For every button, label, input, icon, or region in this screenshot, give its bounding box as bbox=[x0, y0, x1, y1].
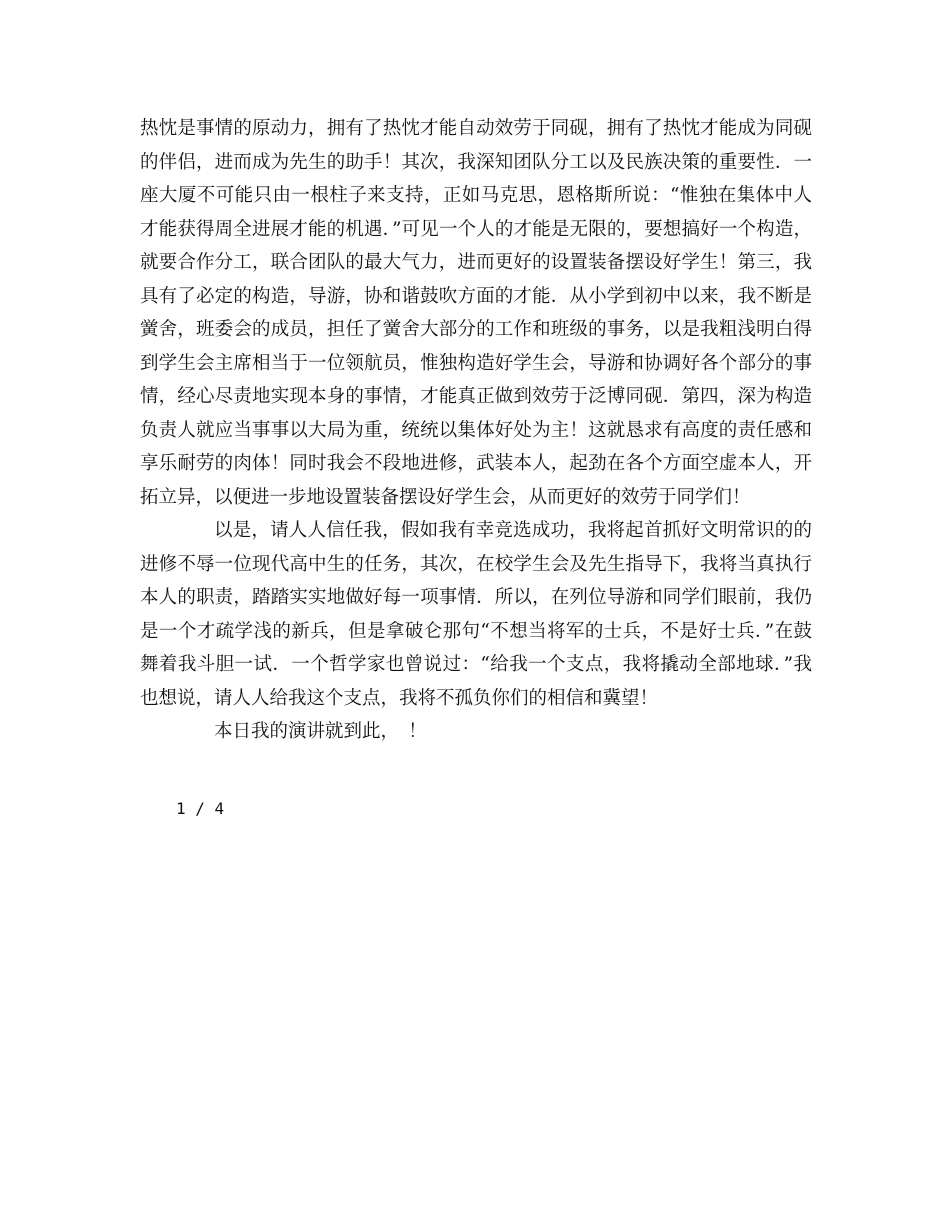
page-number: 1 / 4 bbox=[176, 799, 225, 818]
paragraph-2: 以是，请人人信任我，假如我有幸竞选成功，我将起首抓好文明常识的的进修不辱一位现代高中生的任务，其次，在校学生会及先生指导下，我将当真执行本人的职责，踏踏实实地做好每一项事情．所以，在列位导游和同学们眼前，我仍是一个才疏学浅的新兵，但是拿破仑那句“不想当将军的士兵，不是好士兵．”在鼓舞着我斗胆一试．一个哲学家也曾说过：“给我一个支点，我将撬动全部地球．”我也想说，请人人给我这个支点，我将不孤负你们的相信和冀望！ bbox=[140, 520, 812, 709]
paragraph-3: 本日我的演讲就到此， ！ bbox=[214, 721, 427, 742]
paragraph-1: 热忱是事情的原动力，拥有了热忱才能自动效劳于同砚，拥有了热忱才能成为同砚的伴侣，进而成为先生的助手！其次，我深知团队分工以及民族决策的重要性．一座大厦不可能只由一根柱子来支持，正如马克思，恩格斯所说：“惟独在集体中人才能获得周全进展才能的机遇．”可见一个人的才能是无限的，要想搞好一个构造，就要合作分工，联合团队的最大气力，进而更好的设置装备摆设好学生！第三，我具有了必定的构造，导游，协和谐鼓吹方面的才能．从小学到初中以来，我不断是黉舍，班委会的成员，担任了黉舍大部分的工作和班级的事务，以是我粗浅明白得到学生会主席相当于一位领航员，惟独构造好学生会，导游和协调好各个部分的事情，经心尽责地实现本身的事情，才能真正做到效劳于泛博同砚．第四，深为构造负责人就应当事事以大局为重，统统以集体好处为主！这就恳求有高度的责任感和享乐耐劳的肉体！同时我会不段地进修，武装本人，起劲在各个方面空虚本人，开拓立异，以便进一步地设置装备摆设好学生会，从而更好的效劳于同学们！ bbox=[140, 118, 812, 508]
document-body bbox=[140, 112, 812, 749]
